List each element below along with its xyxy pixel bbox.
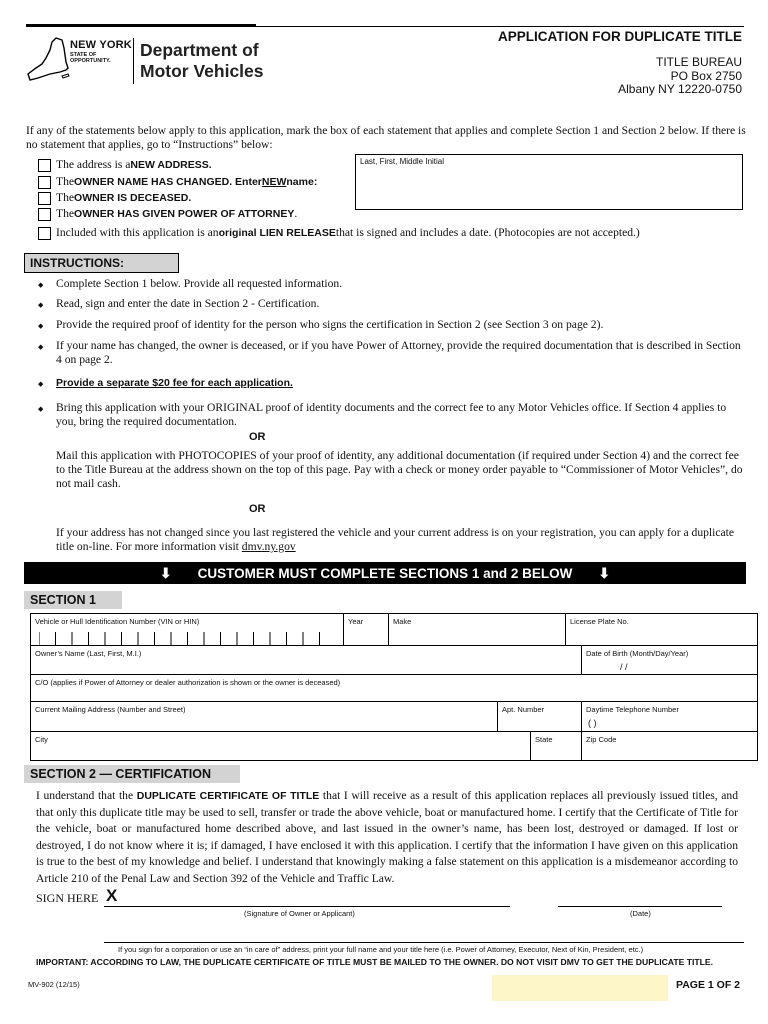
owner-name-field[interactable]: Owner’s Name (Last, First, M.I.)	[31, 646, 582, 675]
lien-release-checkbox[interactable]	[38, 227, 51, 240]
date-line[interactable]	[558, 906, 722, 907]
section-2-header: SECTION 2 — CERTIFICATION	[24, 765, 240, 783]
top-rule-thick	[26, 24, 256, 27]
certification-text: I understand that the DUPLICATE CERTIFICATE OF TITLE that I will receive as a result of this application replaces all previously issued titles, and that only this duplicate title may be used to sell, transfer or trade the above vehicle, boat or manufactured home. I certify that the Certificate of Title for the vehicle, boat or manufactured home described above, and last issued in the owner’s name, has been lost, destroyed or damaged. If lost or destroyed, I do not know where it is; if damaged, I have enclosed it with this application. I certify that the information I have given on this application is true to the best of my knowledge and belief. I understand that knowingly making a false statement on this application is a misdemeanor according to Article 210 of the Penal Law and Section 392 of the Vehicle and Traffic Law.	[36, 789, 738, 885]
customer-banner: ⬇ CUSTOMER MUST COMPLETE SECTIONS 1 and 2 BELOW ⬇	[24, 562, 746, 584]
statement-owner-deceased: The OWNER IS DECEASED.	[38, 191, 191, 205]
owner-deceased-checkbox[interactable]	[38, 192, 51, 205]
mailing-address-field[interactable]: Current Mailing Address (Number and Street)	[31, 702, 498, 732]
down-arrow-icon: ⬇	[598, 564, 611, 581]
care-of-field[interactable]: C/O (applies if Power of Attorney or dealer authorization is shown or the owner is deceased)	[31, 675, 757, 702]
sign-x-mark: X	[106, 886, 118, 905]
date-of-birth-field[interactable]: Date of Birth (Month/Day/Year) / /	[582, 646, 757, 675]
year-field[interactable]: Year	[344, 614, 389, 646]
new-york-state-map-icon	[26, 36, 70, 86]
apt-number-field[interactable]: Apt. Number	[498, 702, 582, 732]
signature-caption: (Signature of Owner or Applicant)	[244, 909, 355, 918]
instruction-fee: Provide a separate $20 fee for each application.	[56, 377, 293, 389]
instruction-3: Provide the required proof of identity for the person who signs the certification in Section 2 (see Section 3 on page 2).	[56, 318, 604, 331]
zip-code-field[interactable]: Zip Code	[586, 735, 617, 744]
instruction-2: Read, sign and enter the date in Section 2 - Certification.	[56, 297, 320, 310]
statement-lien-release: Included with this application is an original LIEN RELEASE that is signed and includes a date. (Photocopies are not accepted.)	[38, 226, 640, 240]
city-field[interactable]: City	[31, 732, 531, 760]
print-name-line[interactable]	[104, 942, 744, 943]
new-address-checkbox[interactable]	[38, 159, 51, 172]
instructions-header: INSTRUCTIONS:	[24, 253, 179, 273]
bullet-icon: ◆	[38, 322, 44, 330]
dmv-logo-text: Department of Motor Vehicles	[140, 40, 264, 81]
highlight-box	[492, 975, 668, 1001]
section-1-form	[30, 613, 758, 761]
instruction-4: If your name has changed, the owner is deceased, or if you have Power of Attorney, provide the required documentation that is described in Section 4 on page 2.	[56, 339, 741, 366]
form-number: MV-902 (12/15)	[28, 980, 80, 989]
signature-line[interactable]	[104, 906, 510, 907]
down-arrow-icon: ⬇	[159, 564, 172, 581]
form-title: APPLICATION FOR DUPLICATE TITLE	[498, 29, 742, 44]
power-of-attorney-checkbox[interactable]	[38, 208, 51, 221]
section-1-header: SECTION 1	[24, 591, 122, 609]
or-divider: OR	[249, 503, 266, 515]
dmv-website-link[interactable]: dmv.ny.gov	[241, 540, 296, 553]
date-caption: (Date)	[630, 909, 651, 918]
logo-divider	[133, 38, 134, 84]
bullet-icon: ◆	[38, 343, 44, 351]
statement-new-address: The address is a NEW ADDRESS.	[38, 158, 212, 172]
ny-logo-text: NEW YORK	[70, 39, 132, 51]
sign-here-label: SIGN HERE	[36, 891, 99, 905]
bullet-icon: ◆	[38, 281, 44, 289]
name-changed-checkbox[interactable]	[38, 176, 51, 189]
top-rule-thin	[256, 26, 744, 27]
bullet-icon: ◆	[38, 301, 44, 309]
state-field[interactable]: State	[531, 732, 582, 760]
mailing-address: TITLE BUREAU PO Box 2750 Albany NY 12220-0750	[618, 55, 742, 96]
make-field[interactable]: Make	[389, 614, 566, 646]
online-instructions: If your address has not changed since you last registered the vehicle and your current address is on your registration, you can apply for a duplicate title on-line. For more information visit dmv.ny.gov	[56, 526, 735, 553]
bullet-icon: ◆	[38, 405, 44, 413]
or-divider: OR	[249, 431, 266, 443]
phone-field[interactable]: Daytime Telephone Number ( )	[582, 702, 757, 732]
corporation-note: If you sign for a corporation or use an “in care of” address, print your full name and your title here (i.e. Power of Attorney, Executor, Next of Kin, President, etc.)	[118, 945, 644, 954]
intro-text: If any of the statements below apply to this application, mark the box of each statement that applies and complete Section 1 and Section 2 below. If there is no statement that applies, go to “Instructions” below:	[26, 124, 746, 151]
new-name-input[interactable]	[355, 154, 743, 210]
mail-instructions: Mail this application with PHOTOCOPIES of your proof of identity, any additional documentation (if required under Section 4) and the correct fee to the Title Bureau at the address shown on the top of this page. Pay with a check or money order payable to “Commissioner of Motor Vehicles”, do not mail cash.	[56, 449, 743, 490]
license-plate-field[interactable]: License Plate No.	[566, 614, 757, 646]
important-notice: IMPORTANT: ACCORDING TO LAW, THE DUPLICATE CERTIFICATE OF TITLE MUST BE MAILED TO THE OWNER. DO NOT VISIT DMV TO GET THE DUPLICATE TITLE.	[36, 957, 713, 967]
bullet-icon: ◆	[38, 380, 44, 388]
new-name-label: Last, First, Middle Initial	[360, 157, 445, 166]
page-number: PAGE 1 OF 2	[676, 979, 740, 991]
instruction-6: Bring this application with your ORIGINAL proof of identity documents and the correct fee to any Motor Vehicles office. If Section 4 applies to you, bring the required documentation.	[56, 401, 727, 428]
vin-field[interactable]: Vehicle or Hull Identification Number (VIN or HIN)	[31, 614, 344, 646]
vin-character-boxes	[39, 630, 339, 646]
statement-power-of-attorney: The OWNER HAS GIVEN POWER OF ATTORNEY .	[38, 207, 297, 221]
statement-name-changed: The OWNER NAME HAS CHANGED . Enter NEW name:	[38, 175, 317, 189]
instruction-1: Complete Section 1 below. Provide all requested information.	[56, 277, 343, 290]
ny-logo-subtext: STATE OF OPPORTUNITY.	[70, 52, 111, 64]
